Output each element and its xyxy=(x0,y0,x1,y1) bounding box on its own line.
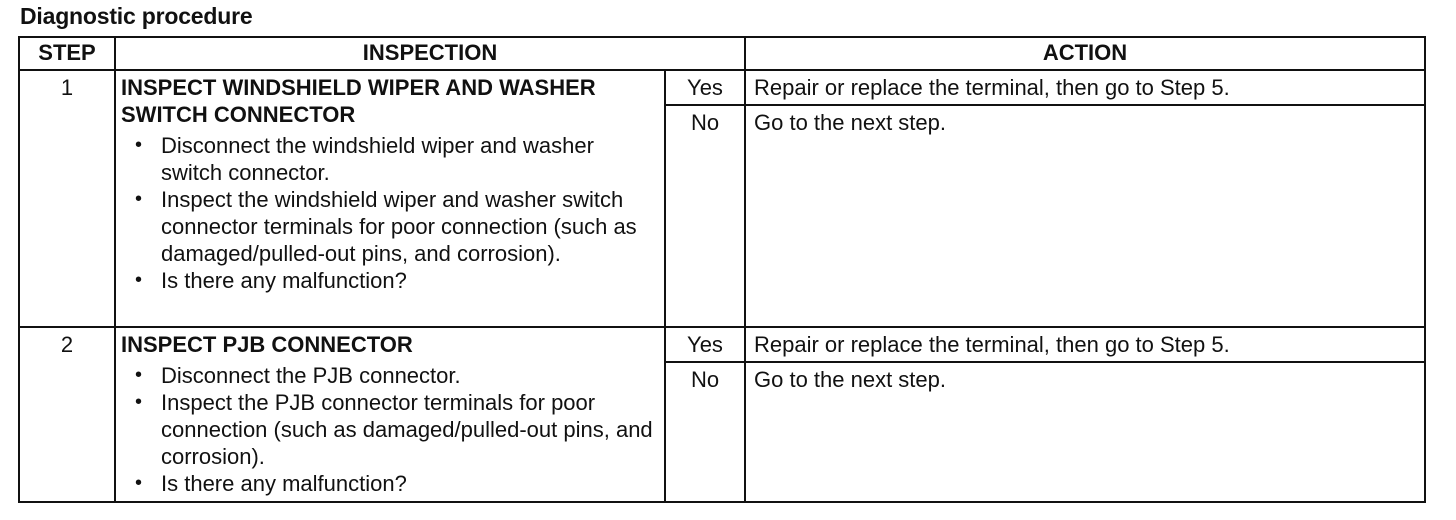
header-step: STEP xyxy=(19,37,115,70)
answer-yes: Yes xyxy=(665,327,745,362)
header-inspection: INSPECTION xyxy=(115,37,745,70)
checklist-item: • Disconnect the windshield wiper and washer switch connector. xyxy=(161,132,656,186)
inspection-cell xyxy=(115,327,665,502)
checklist-item: • Is there any malfunction? xyxy=(161,267,656,294)
table-header-row xyxy=(19,37,1425,70)
action-no: Go to the next step. xyxy=(745,362,1425,502)
header-action: ACTION xyxy=(745,37,1425,70)
inspection-checklist xyxy=(121,362,656,497)
action-yes: Repair or replace the terminal, then go to Step 5. xyxy=(745,70,1425,105)
inspection-heading: INSPECT WINDSHIELD WIPER AND WASHER SWITCH CONNECTOR xyxy=(121,75,596,127)
table-row xyxy=(19,70,1425,105)
step-number: 2 xyxy=(19,327,115,502)
step-number: 1 xyxy=(19,70,115,327)
answer-no: No xyxy=(665,362,745,502)
action-yes: Repair or replace the terminal, then go to Step 5. xyxy=(745,327,1425,362)
answer-no: No xyxy=(665,105,745,327)
answer-yes: Yes xyxy=(665,70,745,105)
inspection-checklist xyxy=(121,132,656,294)
page-title: Diagnostic procedure xyxy=(20,3,253,29)
action-no: Go to the next step. xyxy=(745,105,1425,327)
inspection-cell xyxy=(115,70,665,327)
inspection-heading: INSPECT PJB CONNECTOR xyxy=(121,332,413,357)
checklist-item: • Inspect the PJB connector terminals for poor connection (such as damaged/pulled-out pins, and corrosion). xyxy=(161,389,656,470)
checklist-item: • Disconnect the PJB connector. xyxy=(161,362,656,389)
checklist-item: • Is there any malfunction? xyxy=(161,470,656,497)
diagnostic-table xyxy=(18,36,1426,503)
checklist-item: • Inspect the windshield wiper and washer switch connector terminals for poor connection (such as damaged/pulled-out pins, and corrosion). xyxy=(161,186,656,267)
table-row xyxy=(19,327,1425,362)
